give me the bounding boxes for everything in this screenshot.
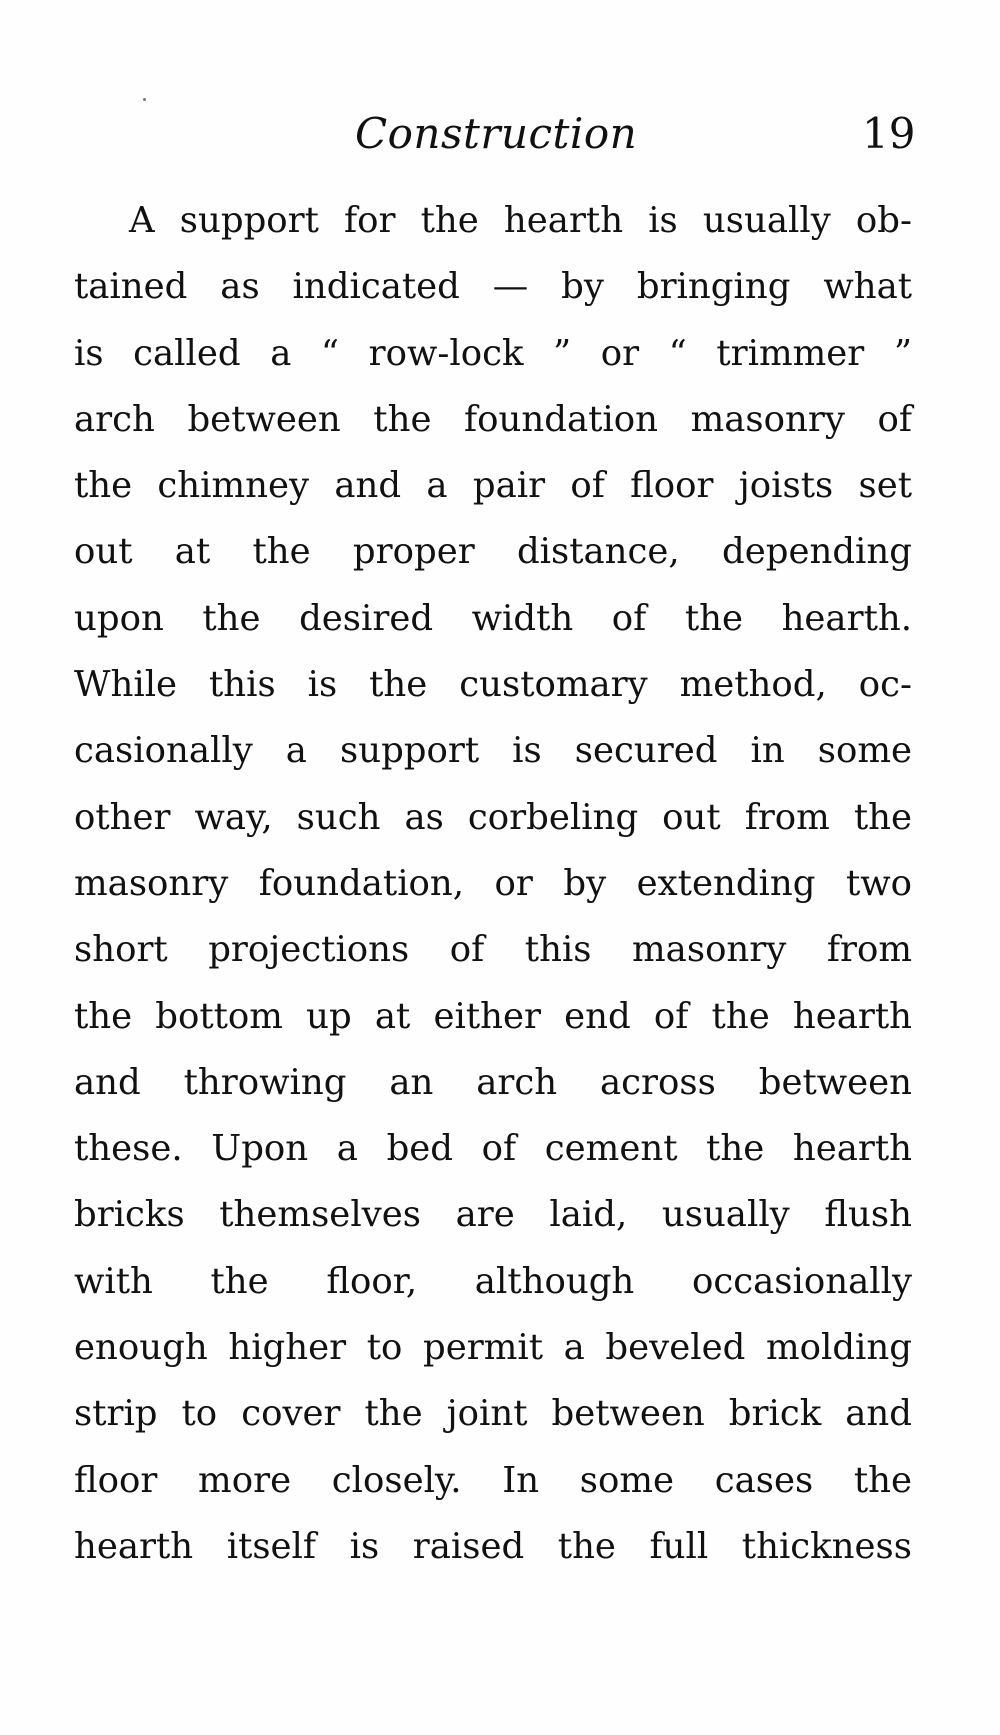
text-line: these. Upon a bed of cement the hearth: [74, 1128, 912, 1170]
text-line: other way, such as corbeling out from the: [74, 796, 912, 838]
text-line: While this is the customary method, oc-: [74, 664, 912, 706]
text-line: with the floor, although occasionally: [74, 1260, 912, 1302]
text-line: enough higher to permit a beveled molding: [74, 1327, 912, 1369]
text-line: arch between the foundation masonry of: [74, 398, 912, 440]
running-title: Construction: [355, 109, 638, 158]
print-speck: [143, 98, 146, 101]
text-line: upon the desired width of the hearth.: [74, 597, 912, 639]
text-line: out at the proper distance, depending: [74, 531, 912, 573]
body-text: [74, 188, 912, 1580]
text-line: floor more closely. In some cases the: [74, 1459, 912, 1501]
text-line: masonry foundation, or by extending two: [74, 862, 912, 904]
text-line: strip to cover the joint between brick and: [74, 1393, 912, 1435]
text-line: bricks themselves are laid, usually flush: [74, 1194, 912, 1236]
text-line: hearth itself is raised the full thickness: [74, 1525, 912, 1567]
text-line: the chimney and a pair of floor joists set: [74, 465, 912, 507]
text-line: is called a “ row-lock ” or “ trimmer ”: [74, 332, 912, 374]
text-line: casionally a support is secured in some: [74, 730, 912, 772]
running-head: [0, 104, 1000, 164]
text-line: short projections of this masonry from: [74, 929, 912, 971]
text-line: the bottom up at either end of the hearth: [74, 995, 912, 1037]
text-line: tained as indicated — by bringing what: [74, 266, 912, 308]
page-number: 19: [862, 109, 916, 158]
text-line: and throwing an arch across between: [74, 1061, 912, 1103]
text-line: A support for the hearth is usually ob-: [129, 200, 912, 241]
